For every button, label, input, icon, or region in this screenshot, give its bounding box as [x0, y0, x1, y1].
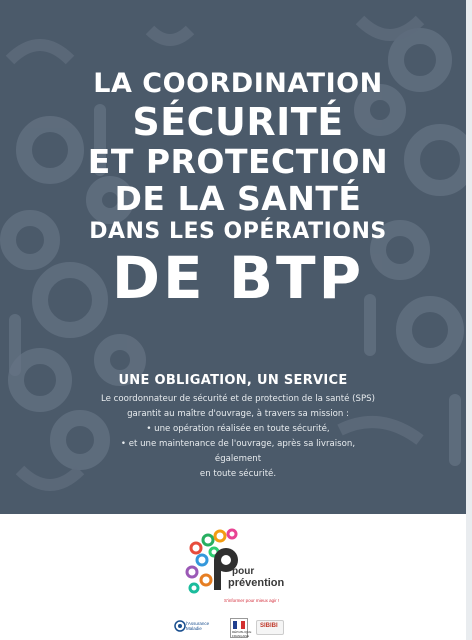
title-line-2: SÉCURITÉ: [132, 100, 344, 144]
assurance-maladie-text: l'Assurance Maladie: [186, 621, 210, 631]
assurance-maladie-logo: [174, 617, 214, 637]
republique-text: RÉPUBLIQUE FRANÇAISE: [232, 630, 252, 638]
partner-logos: [170, 617, 290, 637]
title-line-5: DANS LES OPÉRATIONS: [89, 219, 387, 244]
title-line-4: DE LA SANTÉ: [114, 179, 362, 218]
logo-word-prevention: prévention: [228, 577, 285, 589]
pour-prevention-logo: [182, 528, 286, 610]
title-line-6: DE BTP: [111, 244, 365, 312]
sibi-text: SIBIBI: [260, 623, 278, 629]
title-line-1: LA COORDINATION: [93, 68, 383, 99]
page-edge: [466, 0, 472, 640]
assurance-maladie-icon: [174, 620, 186, 632]
cover-title: [60, 68, 416, 312]
republique-francaise-logo: [230, 618, 252, 638]
body-line-5: en toute sécurité.: [199, 469, 277, 479]
sibi-logo: [256, 620, 284, 635]
body-line-3: • une opération réalisée en toute sécurité,: [146, 424, 330, 434]
cover-body-text: [100, 392, 376, 482]
body-line-2: garantit au maître d'ouvrage, à travers sa mission :: [127, 409, 349, 419]
logo-word-pour: pour: [232, 566, 255, 577]
logo-tagline: S'informer pour mieux agir !: [224, 598, 280, 603]
cover-subtitle: UNE OBLIGATION, UN SERVICE: [118, 373, 348, 388]
french-flag-icon: [233, 621, 245, 629]
title-line-3: ET PROTECTION: [87, 142, 389, 181]
body-line-4: • et une maintenance de l'ouvrage, après sa livraison, également: [120, 439, 356, 464]
body-line-1: Le coordonnateur de sécurité et de protection de la santé (SPS): [101, 394, 375, 404]
